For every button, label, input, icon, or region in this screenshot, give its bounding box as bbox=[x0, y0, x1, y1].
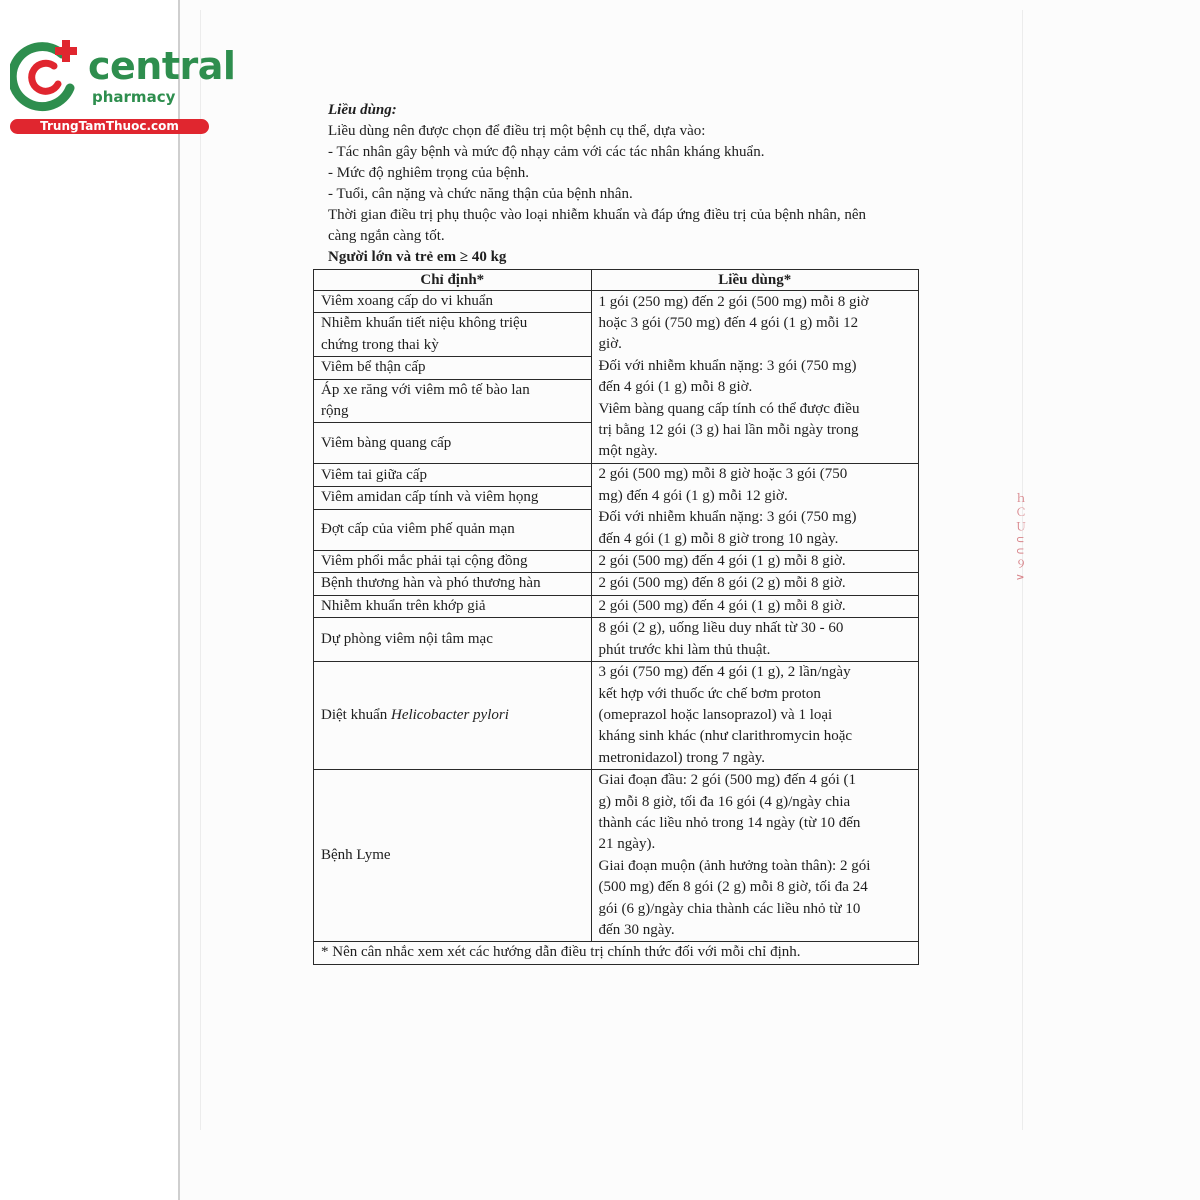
page-edge-left bbox=[200, 10, 201, 1130]
table-row bbox=[314, 291, 919, 313]
indication-text: Bệnh thương hàn và phó thương hàn bbox=[321, 575, 541, 592]
dosage-line: (omeprazol hoặc lansoprazol) và 1 loại bbox=[598, 706, 833, 723]
dosage-line: 3 gói (750 mg) đến 4 gói (1 g), 2 lần/ngày bbox=[598, 664, 851, 681]
brand-name: central bbox=[88, 44, 236, 88]
dosage-line: kháng sinh khác (như clarithromycin hoặc bbox=[598, 728, 853, 745]
dosage-line: 2 gói (500 mg) đến 4 gói (1 g) mỗi 8 giờ. bbox=[598, 597, 846, 614]
indication-cell bbox=[314, 595, 592, 617]
indication-text: Viêm amidan cấp tính và viêm họng bbox=[321, 489, 539, 506]
pharmacy-cross-logo-icon bbox=[10, 40, 86, 112]
brand-subtitle: pharmacy bbox=[92, 88, 176, 106]
dosage-line: đến 4 gói (1 g) mỗi 8 giờ. bbox=[598, 379, 753, 396]
dosage-line: đến 30 ngày. bbox=[598, 921, 675, 938]
indication-italic-text: Helicobacter pylori bbox=[390, 706, 509, 723]
left-margin-strip bbox=[0, 0, 180, 1200]
indication-text: Áp xe răng với viêm mô tế bào lan bbox=[321, 381, 530, 398]
dosage-table bbox=[313, 269, 919, 965]
table-row bbox=[314, 662, 919, 770]
dosage-line: trị bằng 12 gói (3 g) hai lần mỗi ngày trong bbox=[598, 422, 859, 439]
dosage-line: 2 gói (500 mg) mỗi 8 giờ hoặc 3 gói (750 bbox=[598, 466, 848, 483]
stamp-marks: ｈ Ｃ Ｕ ∪ ∪ ９ ∧ bbox=[1014, 492, 1027, 582]
table-footnote: * Nên cân nhắc xem xét các hướng dẫn điều trị chính thức đối với mỗi chỉ định. bbox=[314, 942, 919, 964]
table-row bbox=[314, 573, 919, 595]
intro-line: - Mức độ nghiêm trọng của bệnh. bbox=[328, 165, 529, 181]
dosage-line: mg) đến 4 gói (1 g) mỗi 12 giờ. bbox=[598, 487, 788, 504]
indication-cell bbox=[314, 573, 592, 595]
dosage-cell bbox=[591, 618, 918, 662]
indication-text: Nhiễm khuẩn trên khớp giả bbox=[321, 597, 486, 614]
dosage-line: gói (6 g)/ngày chia thành các liều nhỏ từ 10 bbox=[598, 900, 861, 917]
table-row bbox=[314, 618, 919, 662]
indication-text: Bệnh Lyme bbox=[321, 847, 391, 864]
table-header-row bbox=[314, 270, 919, 291]
dosage-line: Viêm bàng quang cấp tính có thể được điều bbox=[598, 400, 860, 417]
table-row bbox=[314, 551, 919, 573]
dosage-line: (500 mg) đến 8 gói (2 g) mỗi 8 giờ, tối đa 24 bbox=[598, 879, 868, 896]
indication-cell bbox=[314, 291, 592, 313]
indication-cell bbox=[314, 510, 592, 551]
indication-cell bbox=[314, 464, 592, 487]
indication-text: Đợt cấp của viêm phế quản mạn bbox=[321, 521, 515, 538]
dosage-cell bbox=[591, 551, 918, 573]
table-row bbox=[314, 770, 919, 942]
header-indication: Chỉ định* bbox=[314, 270, 592, 291]
duration-line: Thời gian điều trị phụ thuộc vào loại nhiễm khuẩn và đáp ứng điều trị của bệnh nhân, nên bbox=[328, 207, 867, 223]
header-dosage: Liều dùng* bbox=[591, 270, 918, 291]
dosage-line: Giai đoạn muộn (ảnh hưởng toàn thân): 2 gói bbox=[598, 857, 871, 874]
intro-line: - Tác nhân gây bệnh và mức độ nhạy cảm với các tác nhân kháng khuẩn. bbox=[328, 144, 765, 160]
dosage-line: Đối với nhiễm khuẩn nặng: 3 gói (750 mg) bbox=[598, 509, 857, 526]
duration-line: càng ngắn càng tốt. bbox=[328, 228, 445, 244]
indication-text: Nhiễm khuẩn tiết niệu không triệu bbox=[321, 315, 528, 332]
dosage-line: metronidazol) trong 7 ngày. bbox=[598, 749, 766, 766]
indication-text: Viêm phổi mắc phải tại cộng đồng bbox=[321, 553, 528, 570]
indication-text: Diệt khuẩn bbox=[321, 706, 391, 723]
dosage-cell bbox=[591, 770, 918, 942]
indication-cell bbox=[314, 770, 592, 942]
section-heading: Liều dùng: bbox=[328, 102, 397, 118]
intro-line: - Tuổi, cân nặng và chức năng thận của bệnh nhân. bbox=[328, 186, 633, 202]
dosage-cell bbox=[591, 595, 918, 617]
indication-text: Dự phòng viêm nội tâm mạc bbox=[321, 630, 493, 647]
dosage-line: kết hợp với thuốc ức chế bơm proton bbox=[598, 685, 821, 702]
dosage-line: giờ. bbox=[598, 336, 622, 353]
table-footnote-row bbox=[314, 942, 919, 964]
dosage-line: thành các liều nhỏ trong 14 ngày (từ 10 đến bbox=[598, 814, 861, 831]
brand-url-link[interactable]: TrungTamThuoc.com bbox=[10, 119, 209, 134]
indication-cell bbox=[314, 551, 592, 573]
dosage-cell bbox=[591, 662, 918, 770]
indication-cell bbox=[314, 662, 592, 770]
dosage-line: 1 gói (250 mg) đến 2 gói (500 mg) mỗi 8 giờ bbox=[598, 293, 869, 310]
indication-text: Viêm bể thận cấp bbox=[321, 359, 426, 376]
indication-cell bbox=[314, 423, 592, 464]
indication-cell bbox=[314, 618, 592, 662]
dosage-section bbox=[328, 100, 950, 268]
indication-text: Viêm bàng quang cấp bbox=[321, 434, 452, 451]
indication-text: rộng bbox=[321, 403, 349, 420]
dosage-line: Đối với nhiễm khuẩn nặng: 3 gói (750 mg) bbox=[598, 357, 857, 374]
dosage-line: Giai đoạn đầu: 2 gói (500 mg) đến 4 gói (1 bbox=[598, 772, 857, 789]
dosage-cell bbox=[591, 573, 918, 595]
dosage-line: 2 gói (500 mg) đến 8 gói (2 g) mỗi 8 giờ. bbox=[598, 575, 846, 592]
intro-line: Liều dùng nên được chọn để điều trị một bệnh cụ thể, dựa vào: bbox=[328, 123, 706, 139]
indication-text: Viêm xoang cấp do vi khuẩn bbox=[321, 293, 493, 309]
dosage-line: đến 4 gói (1 g) mỗi 8 giờ trong 10 ngày. bbox=[598, 530, 839, 547]
indication-cell bbox=[314, 313, 592, 357]
dosage-line: một ngày. bbox=[598, 443, 658, 460]
dosage-line: g) mỗi 8 giờ, tối đa 16 gói (4 g)/ngày chia bbox=[598, 793, 851, 810]
dosage-line: hoặc 3 gói (750 mg) đến 4 gói (1 g) mỗi 12 bbox=[598, 315, 859, 331]
indication-cell bbox=[314, 357, 592, 379]
indication-text: chứng trong thai kỳ bbox=[321, 336, 439, 353]
indication-cell bbox=[314, 487, 592, 510]
dosage-cell bbox=[591, 291, 918, 464]
table-row bbox=[314, 595, 919, 617]
table-row bbox=[314, 464, 919, 487]
dosage-line: phút trước khi làm thủ thuật. bbox=[598, 641, 771, 658]
indication-text: Viêm tai giữa cấp bbox=[321, 466, 427, 483]
indication-cell bbox=[314, 379, 592, 423]
dosage-line: 21 ngày). bbox=[598, 836, 656, 853]
dosage-cell bbox=[591, 464, 918, 551]
dosage-line: 2 gói (500 mg) đến 4 gói (1 g) mỗi 8 giờ. bbox=[598, 553, 846, 570]
brand-logo[interactable] bbox=[10, 40, 236, 136]
table-title: Người lớn và trẻ em ≥ 40 kg bbox=[328, 249, 507, 265]
dosage-line: 8 gói (2 g), uống liều duy nhất từ 30 - 60 bbox=[598, 620, 844, 637]
